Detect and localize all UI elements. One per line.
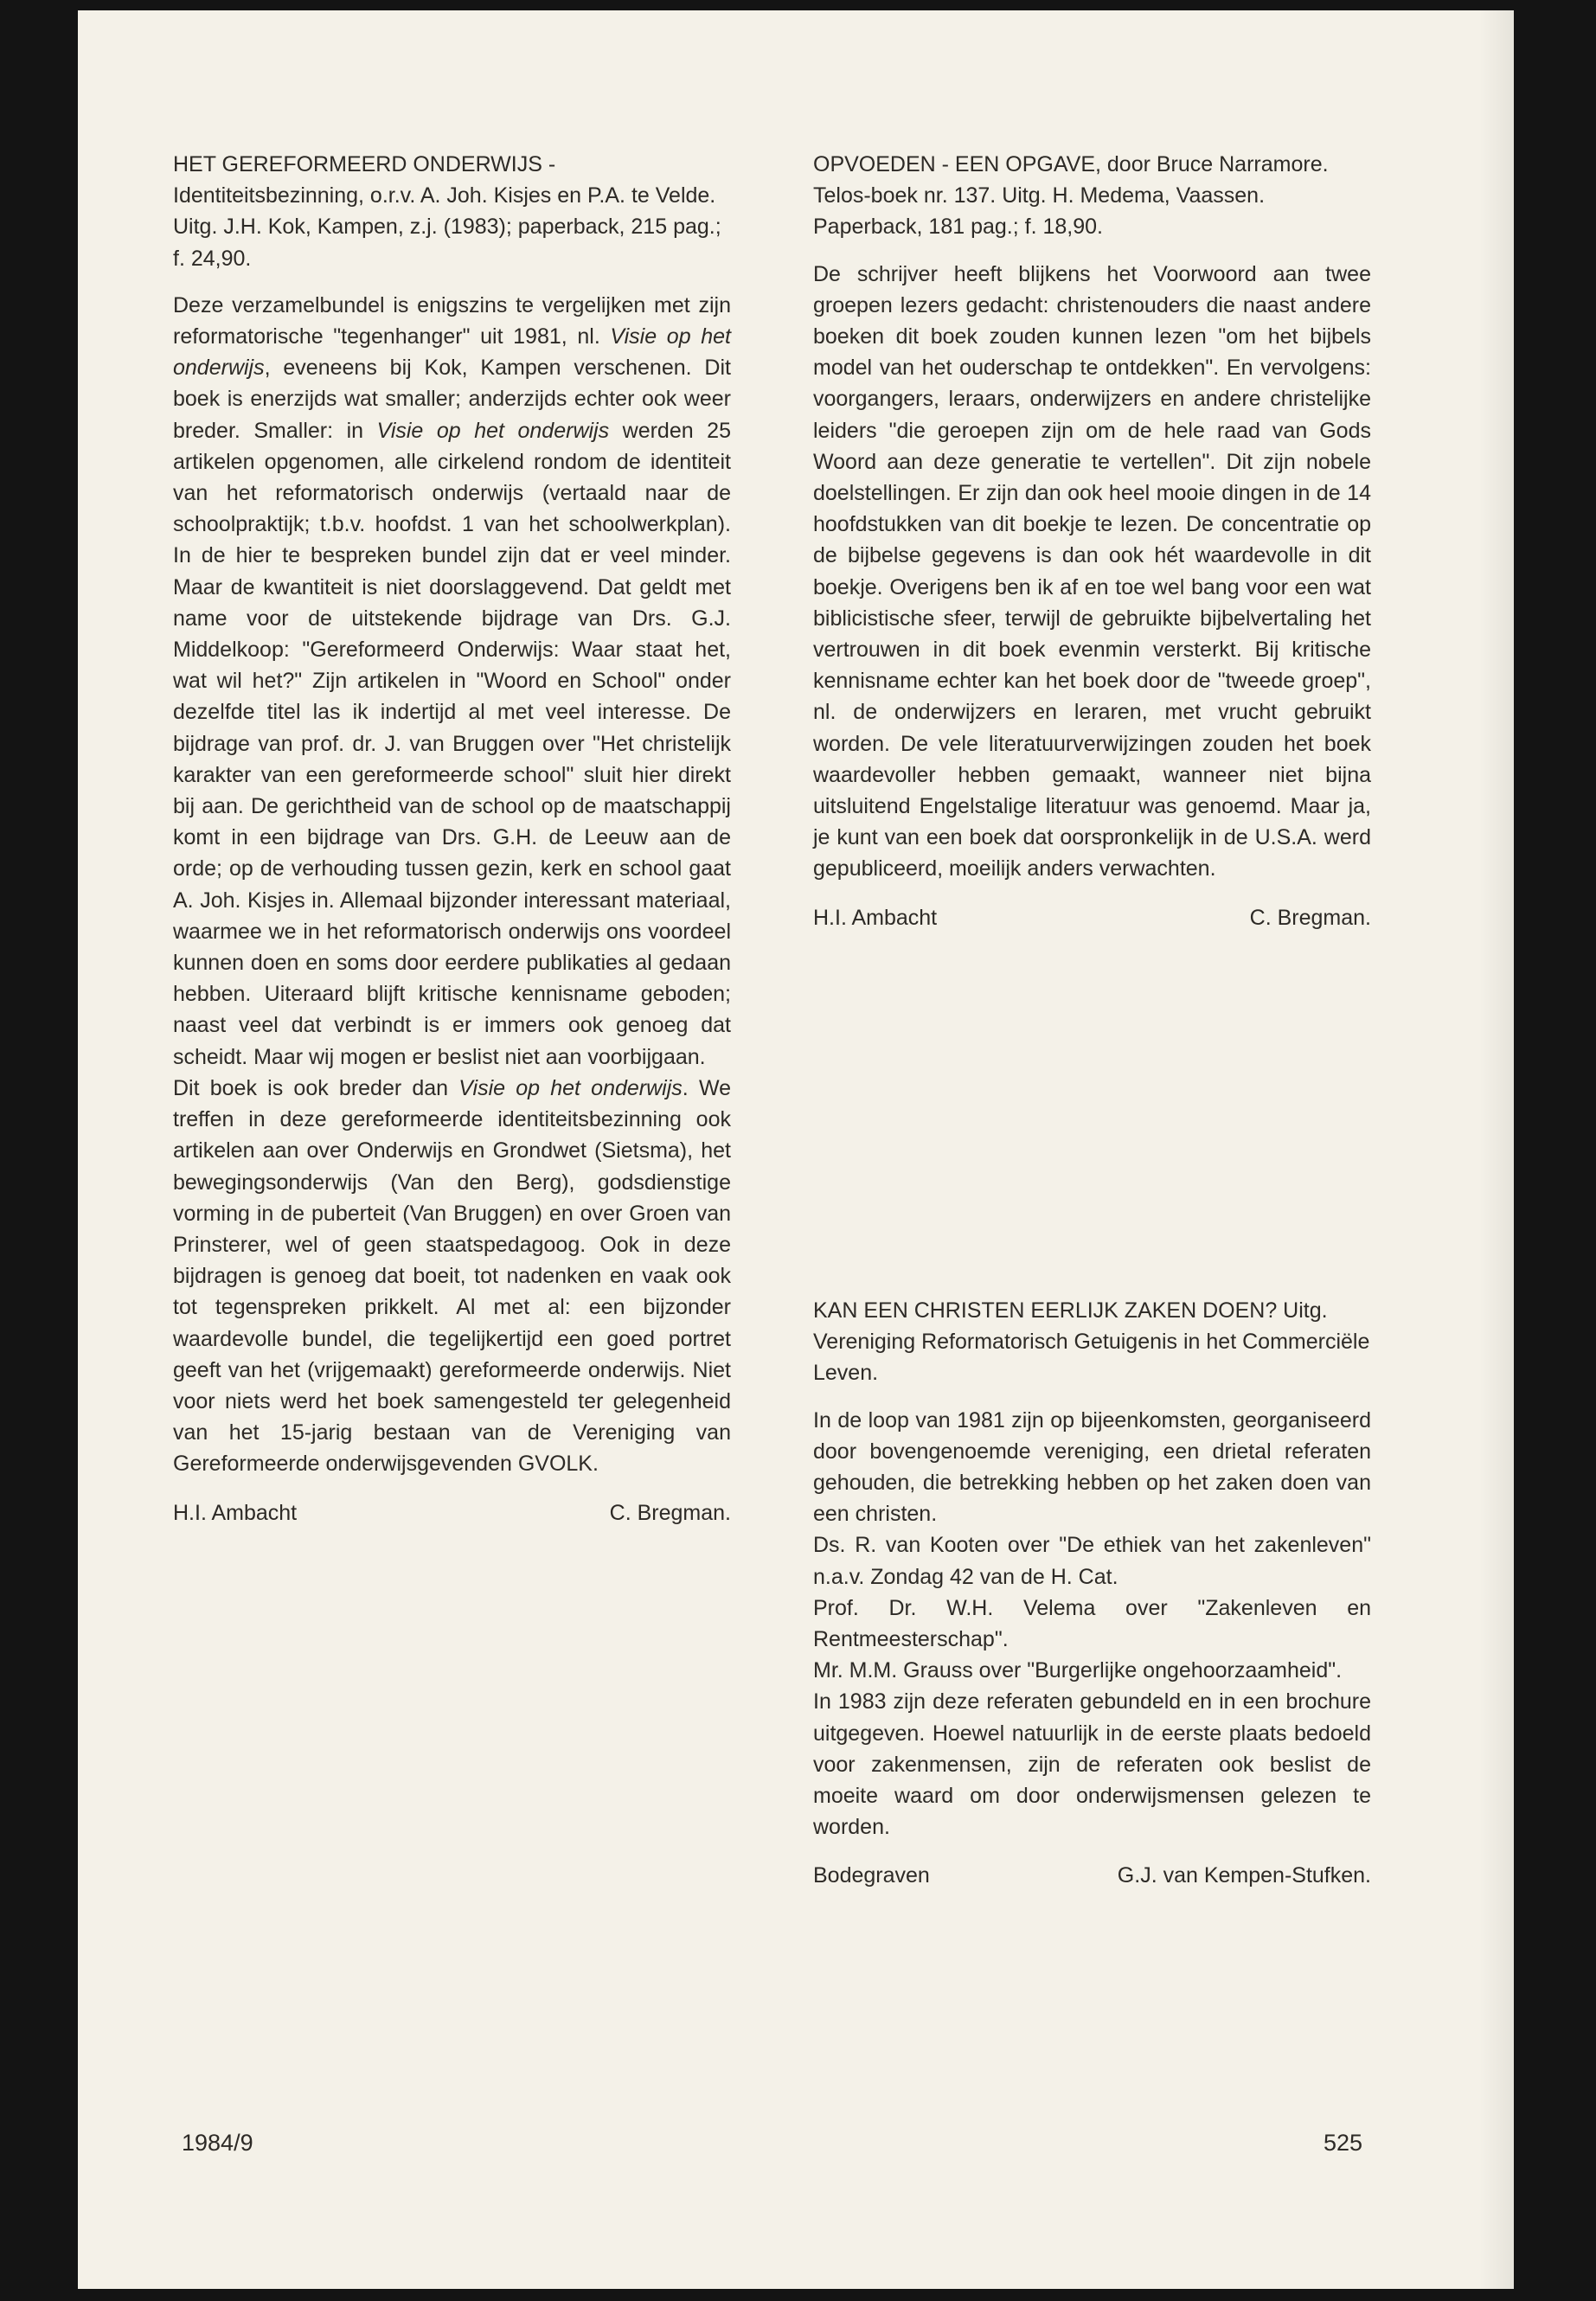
issue-number: 1984/9 [182, 2130, 253, 2156]
review-paragraph: Dit boek is ook breder dan Visie op het onderwijs. We treffen in deze gereformeerde identiteitsbezinning ook artikelen aan over Onderwijs en Grondwet (Sietsma), het bewegingsonderwijs (Van den Berg), godsdienstige vorming in de puberteit (Van Bruggen) en over Groen van Prinsterer, wel of geen staatspedagoog. Ook in deze bijdragen is genoeg dat boeit, tot nadenken en vaak ook tot tegenspreken prikkelt. Al met al: een bijzonder waardevolle bundel, die tegelijkertijd een goed portret geeft van het (vrijgemaakt) gereformeerde onderwijs. Niet voor niets werd het boek samengesteld ter gelegenheid van het 15-jarig bestaan van de Vereniging van Gereformeerde onderwijsgevenden GVOLK. [173, 1075, 731, 1477]
review-signature [813, 902, 1371, 933]
review-paragraph: Ds. R. van Kooten over "De ethiek van het zakenleven" n.a.v. Zondag 42 van de H. Cat. [813, 1533, 1371, 1589]
signature-name: C. Bregman. [1249, 905, 1371, 930]
signature-name: G.J. van Kempen-Stufken. [1117, 1863, 1371, 1888]
signature-place: Bodegraven [813, 1863, 930, 1888]
review-column-left [173, 149, 731, 1529]
signature-place: H.I. Ambacht [173, 1500, 298, 1525]
review-paragraph: Prof. Dr. W.H. Velema over "Zakenleven en Rentmeesterschap". [813, 1595, 1371, 1652]
signature-place: H.I. Ambacht [813, 905, 938, 930]
signature-name: C. Bregman. [609, 1500, 731, 1525]
review-heading: OPVOEDEN - EEN OPGAVE, door Bruce Narramore. Telos-boek nr. 137. Uitg. H. Medema, Vaassen. Paperback, 181 pag.; f. 18,90. [813, 152, 1329, 240]
review-paragraph: In de loop van 1981 zijn op bijeenkomsten, georganiseerd door bovengenoemde vereniging, een drietal referaten gehouden, die betrekking hebben op het zaken doen van een christen. [813, 1407, 1371, 1527]
review-column-right-lower [813, 1295, 1371, 1892]
page-number: 525 [1324, 2130, 1363, 2156]
journal-page [78, 10, 1514, 2289]
review-paragraph: De schrijver heeft blijkens het Voorwoord aan twee groepen lezers gedacht: christenouders die naast andere boeken dit boek zouden kunnen lezen "om het bijbels model van het ouderschap te ontdekken". En vervolgens: voorgangers, leraars, onderwijzers en andere christelijke leiders "die geroepen zijn om de hele raad van Gods Woord aan deze generatie te vertellen". Dit zijn nobele doelstellingen. Er zijn dan ook heel mooie dingen in de 14 hoofdstukken van dit boekje te lezen. De concentratie op de bijbelse gegevens is dan ook hét waardevolle in dit boekje. Overigens ben ik af en toe wel bang voor een wat biblicistische sfeer, terwijl de gebruikte bijbelvertaling het vertrouwen in dit boek evenmin versterkt. Bij kritische kennisname echter kan het boek door de "tweede groep", nl. de onderwijzers en leraren, met vrucht gebruikt worden. De vele literatuurverwijzingen zouden het boek waardevoller hebben gemaakt, wanneer niet bijna uitsluitend Engelstalige literatuur was genoemd. Maar ja, je kunt van een boek dat oorspronkelijk in de U.S.A. werd gepubliceerd, moeilijk anders verwachten. [813, 261, 1371, 881]
review-paragraph: Mr. M.M. Grauss over "Burgerlijke ongehoorzaamheid". [813, 1658, 1343, 1683]
review-heading: HET GEREFORMEERD ONDERWIJS - Identiteitsbezinning, o.r.v. A. Joh. Kisjes en P.A. te Velde. Uitg. J.H. Kok, Kampen, z.j. (1983); paperback, 215 pag.; f. 24,90. [173, 152, 721, 271]
review-heading: KAN EEN CHRISTEN EERLIJK ZAKEN DOEN? Uitg. Vereniging Reformatorisch Getuigenis in het Commerciële Leven. [813, 1298, 1370, 1386]
review-signature [173, 1497, 731, 1529]
review-signature [813, 1860, 1371, 1891]
review-paragraph: Deze verzamelbundel is enigszins te vergelijken met zijn reformatorische "tegenhanger" uit 1981, nl. Visie op het onderwijs, eveneens bij Kok, Kampen verschenen. Dit boek is enerzijds wat smaller; anderzijds echter ook weer breder. Smaller: in Visie op het onderwijs werden 25 artikelen opgenomen, alle cirkelend rondom de identiteit van het reformatorisch onderwijs (vertaald naar de schoolpraktijk; t.b.v. hoofdst. 1 van het schoolwerkplan). In de hier te bespreken bundel zijn dat er veel minder. Maar de kwantiteit is niet doorslaggevend. Dat geldt met name voor de uitstekende bijdrage van Drs. G.J. Middelkoop: "Gereformeerd Onderwijs: Waar staat het, wat wil het?" Zijn artikelen in "Woord en School" onder dezelfde titel las ik indertijd al met veel interesse. De bijdrage van prof. dr. J. van Bruggen over "Het christelijk karakter van een gereformeerde school" sluit hier direkt bij aan. De gerichtheid van de school op de maatschappij komt in een bijdrage van Drs. G.H. de Leeuw aan de orde; op de verhouding tussen gezin, kerk en school gaat A. Joh. Kisjes in. Allemaal bijzonder interessant materiaal, waarmee we in het reformatorisch onderwijs ons voordeel kunnen doen en soms door eerdere publikaties al gedaan hebben. Uiteraard blijft kritische kennisname geboden; naast veel dat verbindt is er immers ook genoeg dat scheidt. Maar wij mogen er beslist niet aan voorbijgaan. [173, 292, 731, 1069]
review-paragraph: In 1983 zijn deze referaten gebundeld en in een brochure uitgegeven. Hoewel natuurlijk in de eerste plaats bedoeld voor zakenmensen, zijn de referaten ook beslist de moeite waard om door onderwijsmensen gelezen te worden. [813, 1689, 1371, 1840]
page-shadow [1479, 10, 1514, 2289]
review-column-right-upper [813, 149, 1371, 933]
